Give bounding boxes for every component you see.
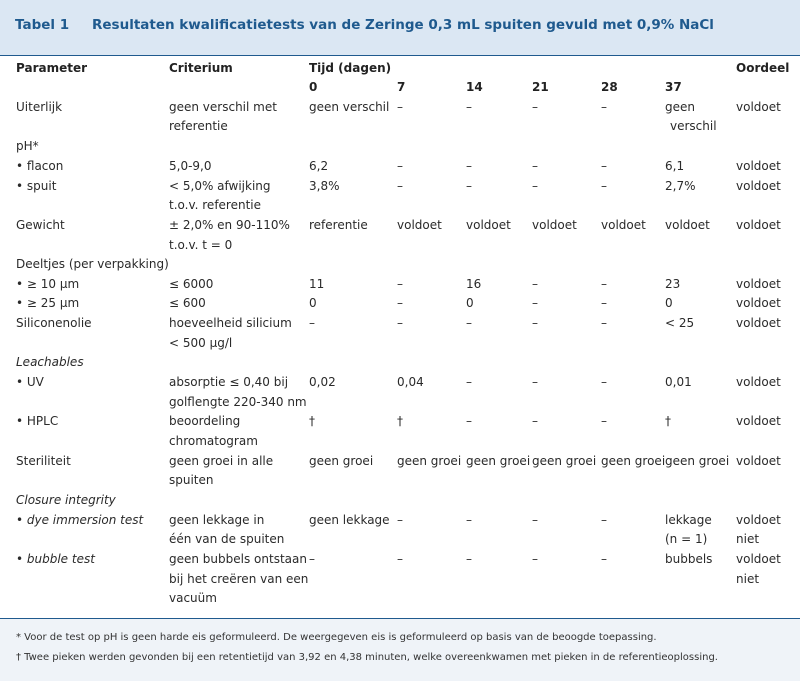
row-crit: t.o.v. referentie <box>169 198 262 212</box>
row-oordeel: voldoet <box>736 552 781 566</box>
row-crit: spuiten <box>169 473 214 487</box>
row-param: • ≥ 10 µm <box>16 277 80 291</box>
cell: 0,04 <box>397 375 424 389</box>
row-param: • spuit <box>16 179 57 193</box>
cell: – <box>532 277 538 291</box>
cell: voldoet <box>601 218 646 232</box>
cell: † <box>665 414 671 428</box>
cell: – <box>532 296 538 310</box>
header-criterium: Criterium <box>169 61 233 75</box>
row-oordeel: voldoet <box>736 454 781 468</box>
cell: 3,8% <box>309 179 340 193</box>
cell: geen <box>665 100 695 114</box>
cell: geen groei <box>601 454 666 468</box>
row-crit: 5,0-9,0 <box>169 159 212 173</box>
row-oordeel: voldoet <box>736 159 781 173</box>
header-parameter: Parameter <box>16 61 88 75</box>
row-param: Uiterlijk <box>16 100 63 114</box>
group-param: pH* <box>16 139 39 153</box>
header-day: 28 <box>601 80 618 94</box>
cell: 16 <box>466 277 482 291</box>
row-oordeel: voldoet <box>736 375 781 389</box>
cell: – <box>466 100 472 114</box>
cell: geen lekkage <box>309 513 390 527</box>
cell: – <box>466 513 472 527</box>
row-crit: één van de spuiten <box>169 532 285 546</box>
header-day: 37 <box>665 80 682 94</box>
cell: lekkage <box>665 513 712 527</box>
cell: – <box>466 159 472 173</box>
row-oordeel: niet <box>736 532 760 546</box>
cell: – <box>601 375 607 389</box>
group-param: Deeltjes (per verpakking) <box>16 257 169 271</box>
cell: – <box>601 277 607 291</box>
cell: – <box>601 100 607 114</box>
cell: – <box>397 159 403 173</box>
row-crit: ± 2,0% en 90-110% <box>169 218 290 232</box>
row-param: • dye immersion test <box>16 513 144 527</box>
cell: – <box>309 316 315 330</box>
cell: – <box>532 552 538 566</box>
cell: – <box>466 414 472 428</box>
cell: – <box>601 179 607 193</box>
row-crit: absorptie ≤ 0,40 bij <box>169 375 289 389</box>
cell: 2,7% <box>665 179 696 193</box>
header-rule <box>0 55 800 56</box>
row-crit: hoeveelheid silicium <box>169 316 292 330</box>
row-crit: geen bubbels ontstaan <box>169 552 307 566</box>
table-title: Resultaten kwalificatietests van de Zeringe 0,3 mL spuiten gevuld met 0,9% NaCl <box>92 17 714 33</box>
row-crit: geen groei in alle <box>169 454 274 468</box>
cell: geen verschil <box>309 100 390 114</box>
row-oordeel: voldoet <box>736 296 781 310</box>
row-oordeel: voldoet <box>736 513 781 527</box>
row-param: • UV <box>16 375 44 389</box>
cell: – <box>532 100 538 114</box>
row-param: • ≥ 25 µm <box>16 296 80 310</box>
row-crit: < 5,0% afwijking <box>169 179 271 193</box>
cell: – <box>466 179 472 193</box>
footnote-area <box>0 619 800 681</box>
row-oordeel: voldoet <box>736 179 781 193</box>
cell: – <box>601 316 607 330</box>
cell: – <box>466 552 472 566</box>
row-oordeel: voldoet <box>736 277 781 291</box>
row-oordeel: niet <box>736 572 760 586</box>
row-oordeel: voldoet <box>736 316 781 330</box>
row-crit: < 500 µg/l <box>169 336 233 350</box>
header-tijd: Tijd (dagen) <box>309 61 392 75</box>
cell: voldoet <box>397 218 442 232</box>
footnote-ph: * Voor de test op pH is geen harde eis geformuleerd. De weergegeven eis is geformuleerd op basis van de beoogde toepassing. <box>16 632 657 643</box>
cell: < 25 <box>665 316 695 330</box>
row-oordeel: voldoet <box>736 100 781 114</box>
cell: bubbels <box>665 552 713 566</box>
cell: geen groei <box>532 454 597 468</box>
cell: geen groei <box>665 454 730 468</box>
group-param: Leachables <box>16 355 84 369</box>
row-param: • HPLC <box>16 414 59 428</box>
cell: 0,02 <box>309 375 336 389</box>
row-crit: ≤ 600 <box>169 296 206 310</box>
row-param: Gewicht <box>16 218 65 232</box>
row-oordeel: voldoet <box>736 414 781 428</box>
cell: geen groei <box>309 454 374 468</box>
cell: verschil <box>670 119 717 133</box>
cell: – <box>397 179 403 193</box>
cell: 0,01 <box>665 375 692 389</box>
cell: 6,2 <box>309 159 329 173</box>
cell: – <box>601 552 607 566</box>
cell: – <box>397 100 403 114</box>
cell: 0 <box>665 296 673 310</box>
cell: – <box>532 375 538 389</box>
cell: (n = 1) <box>665 532 708 546</box>
row-crit: t.o.v. t = 0 <box>169 238 233 252</box>
row-param: • bubble test <box>16 552 95 566</box>
title-bar <box>0 0 800 55</box>
cell: 11 <box>309 277 325 291</box>
row-crit: beoordeling <box>169 414 241 428</box>
cell: 6,1 <box>665 159 685 173</box>
cell: † <box>309 414 315 428</box>
cell: 23 <box>665 277 681 291</box>
cell: – <box>532 316 538 330</box>
cell: – <box>601 414 607 428</box>
row-crit: geen lekkage in <box>169 513 265 527</box>
cell: – <box>397 296 403 310</box>
row-param: • flacon <box>16 159 64 173</box>
header-day: 14 <box>466 80 483 94</box>
footnote-hplc: † Twee pieken werden gevonden bij een retentietijd van 3,92 en 4,38 minuten, welke overeenkwamen met pieken in de referentieoplossing. <box>16 652 718 663</box>
cell: – <box>532 159 538 173</box>
cell: geen groei <box>466 454 531 468</box>
table-label: Tabel 1 <box>15 17 70 33</box>
row-oordeel: voldoet <box>736 218 781 232</box>
cell: voldoet <box>532 218 577 232</box>
cell: – <box>601 513 607 527</box>
cell: – <box>532 179 538 193</box>
header-oordeel: Oordeel <box>736 61 790 75</box>
cell: – <box>397 277 403 291</box>
cell: – <box>397 316 403 330</box>
cell: 0 <box>466 296 474 310</box>
cell: – <box>397 552 403 566</box>
row-crit: chromatogram <box>169 434 258 448</box>
row-crit: bij het creëren van een <box>169 572 309 586</box>
cell: voldoet <box>665 218 710 232</box>
header-day: 21 <box>532 80 549 94</box>
row-crit: referentie <box>169 119 228 133</box>
cell: – <box>601 159 607 173</box>
cell: – <box>532 513 538 527</box>
cell: – <box>397 513 403 527</box>
header-day: 0 <box>309 80 318 94</box>
header-day: 7 <box>397 80 406 94</box>
cell: – <box>601 296 607 310</box>
row-param: Steriliteit <box>16 454 71 468</box>
cell: † <box>397 414 403 428</box>
row-crit: geen verschil met <box>169 100 277 114</box>
group-param: Closure integrity <box>16 493 116 507</box>
row-param: Siliconenolie <box>16 316 92 330</box>
cell: – <box>309 552 315 566</box>
cell: – <box>466 316 472 330</box>
cell: 0 <box>309 296 317 310</box>
row-crit: golflengte 220-340 nm <box>169 395 307 409</box>
row-crit: ≤ 6000 <box>169 277 214 291</box>
cell: voldoet <box>466 218 511 232</box>
cell: – <box>466 375 472 389</box>
row-crit: vacuüm <box>169 591 217 605</box>
cell: referentie <box>309 218 368 232</box>
cell: – <box>532 414 538 428</box>
cell: geen groei <box>397 454 462 468</box>
